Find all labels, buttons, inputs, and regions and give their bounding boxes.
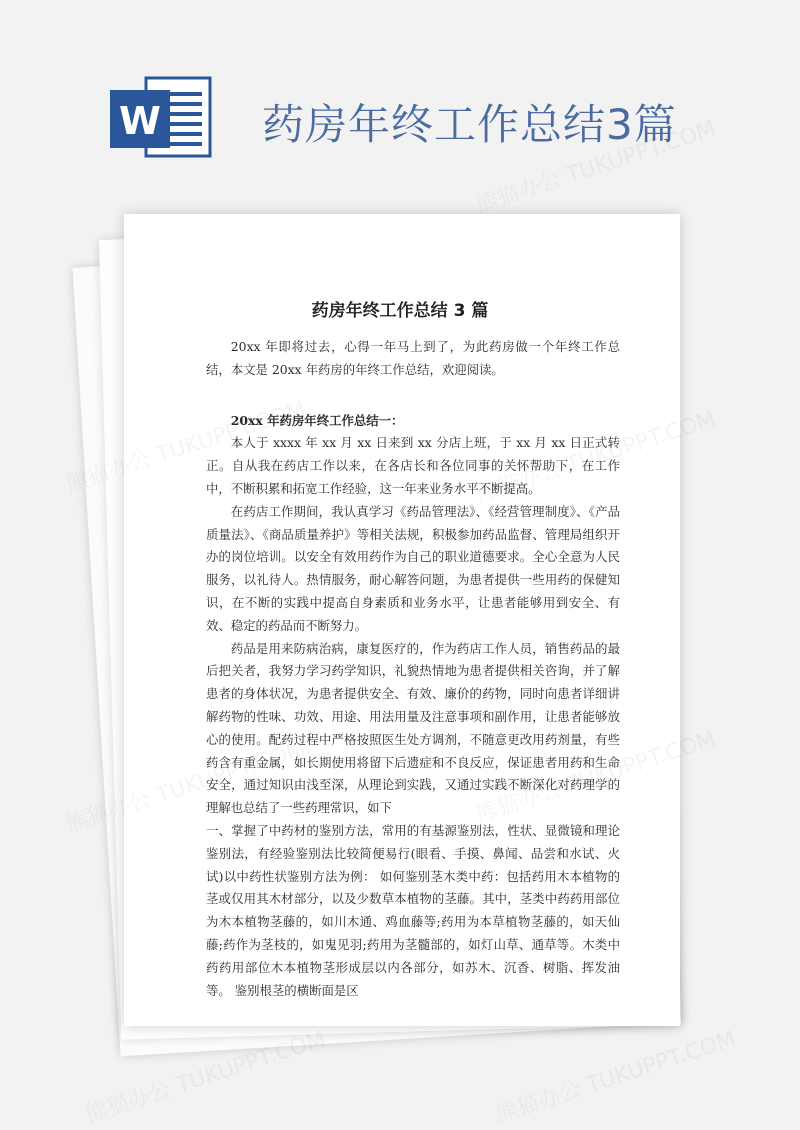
word-document-icon: [108, 72, 212, 162]
watermark: [491, 1022, 739, 1129]
body-paragraph: 在药店工作期间，我认真学习《药品管理法》、《经营管理制度》、《产品质量法》、《商品质量养护》等相关法规，积极参加药品监督、管理局组织开办的岗位培训。以安全有效用药作为自己的职业道德要求。全心全意为人民服务，以礼待人。热情服务，耐心解答问题，为患者提供一些用药的保健知识，在不断的实践中提高自身素质和业务水平，让患者能够用到安全、有效、稳定的药品而不断努力。: [206, 503, 620, 633]
header: [0, 0, 800, 200]
body-paragraph: 本人于 xxxx 年 xx 月 xx 日来到 xx 分店上班，于 xx 月 xx 日正式转正。自从我在药店工作以来，在各店长和各位同事的关怀帮助下，在工作中，不断积累和拓宽工作经验，这一年来业务水平不断提高。: [206, 435, 620, 496]
page-title: 药房年终工作总结3篇: [262, 100, 677, 149]
document-body: [206, 336, 620, 1002]
body-paragraph: 药品是用来防病治病，康复医疗的，作为药店工作人员，销售药品的最后把关者，我努力学习药学知识，礼貌热情地为患者提供相关咨询，并了解患者的身体状况，为患者提供安全、有效、廉价的药物，同时向患者详细讲解药物的性味、功效、用途、用法用量及注意事项和副作用，让患者能够放心的使用。配药过程中严格按照医生处方调剂，不随意更改用药剂量，有些药含有重金属，如长期使用将留下后遗症和不良反应，保证患者用药和生命安全，通过知识由浅至深，从理论到实践，又通过实践不断深化对药理学的理解也总结了一些药理常识，如下: [206, 640, 620, 816]
list-block: 一、掌握了中药材的鉴别方法，常用的有基源鉴别法，性状、显微镜和理论鉴别法，有经验鉴别法比较简便易行(眼看、手摸、鼻闻、品尝和水试、火试)以中药性状鉴别方法为例： 如何鉴别茎木类中药：包括药用木本植物的茎或仅用其木材部分，以及少数草本植物的茎藤。其中，茎类中药药用部位为木本植物茎藤的，如川木通、鸡血藤等;药用为本草植物茎藤的，如天仙藤;药作为茎枝的，如鬼见羽;药用为茎髓部的，如灯山草、通草等。木类中药药用部位木本植物茎形成层以内各部分，如苏木、沉香、树脂、挥发油等。 鉴别根茎的横断面是区: [206, 822, 620, 998]
section-heading: 20xx 年药房年终工作总结一：: [230, 412, 404, 428]
document-title: 药房年终工作总结 3 篇: [311, 301, 489, 321]
word-logo-letter: W: [119, 99, 161, 143]
intro-paragraph: 20xx 年即将过去，心得一年马上到了，为此药房做一个年终工作总结，本文是 20xx 年药房的年终工作总结，欢迎阅读。: [206, 339, 620, 377]
